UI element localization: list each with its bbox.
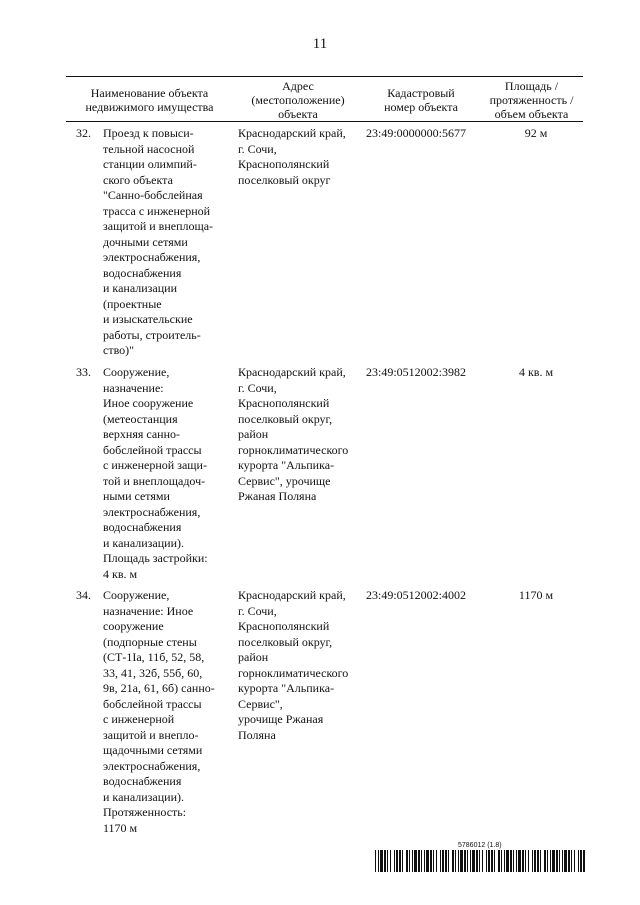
object-address: Краснодарский край, г. Сочи, Краснополянский поселковый округ [238,126,346,187]
object-name: Сооружение, назначение: Иное сооружение (метеостанция верхняя санно- бобслейной трассы с инженерной защи- той и внеплощадоч- ными сетями электроснабжения, водоснабжения и канализации). Площадь застройки: 4 кв. м [103,365,208,581]
page-number: 11 [312,36,328,52]
object-area: 1170 м [518,588,554,602]
header-object-name: Наименование объекта недвижимого имущества [85,86,214,114]
object-address: Краснодарский край, г. Сочи, Краснополянский поселковый округ, район горноклиматического курорта "Альпика- Сервис", урочище Ржаная Поляна [238,588,349,742]
row-number: 33. [76,365,91,379]
document-code: 5786012 (1.8) [458,842,502,849]
barcode [375,850,585,872]
row-number: 34. [76,588,91,602]
table-header [66,76,583,122]
object-area: 92 м [524,126,548,140]
cadastral-number: 23:49:0512002:4002 [366,588,467,602]
object-area: 4 кв. м [518,365,554,379]
object-name: Проезд к повыси- тельной насосной станции олимпий- ского объекта "Санно-бобслейная трасса с инженерной защитой и внеплоща- дочными сетями электроснабжения, водоснабжения и канализации (проектные и изыскательские работы, строитель- ство)" [103,126,214,357]
object-address: Краснодарский край, г. Сочи, Краснополянский поселковый округ, район горноклиматического курорта "Альпика- Сервис", урочище Ржаная Поляна [238,365,349,503]
object-name: Сооружение, назначение: Иное сооружение (подпорные стены (СТ-1Іа, 11б, 52, 58, 33, 41, 32б, 55б, 60, 9в, 21а, 61, 6б) санно- бобслейной трассы с инженерной защитой и внепло- щадочными сетями электроснабжения, водоснабжения и канализации). Протяженность: 1170 м [103,588,215,835]
row-number: 32. [76,126,91,140]
header-area: Площадь / протяженность / объем объекта [489,79,574,121]
header-cadastral-number: Кадастровый номер объекта [384,86,458,114]
header-address: Адрес (местоположение) объекта [251,79,345,121]
cadastral-number: 23:49:0000000:5677 [366,126,467,140]
cadastral-number: 23:49:0512002:3982 [366,365,467,379]
